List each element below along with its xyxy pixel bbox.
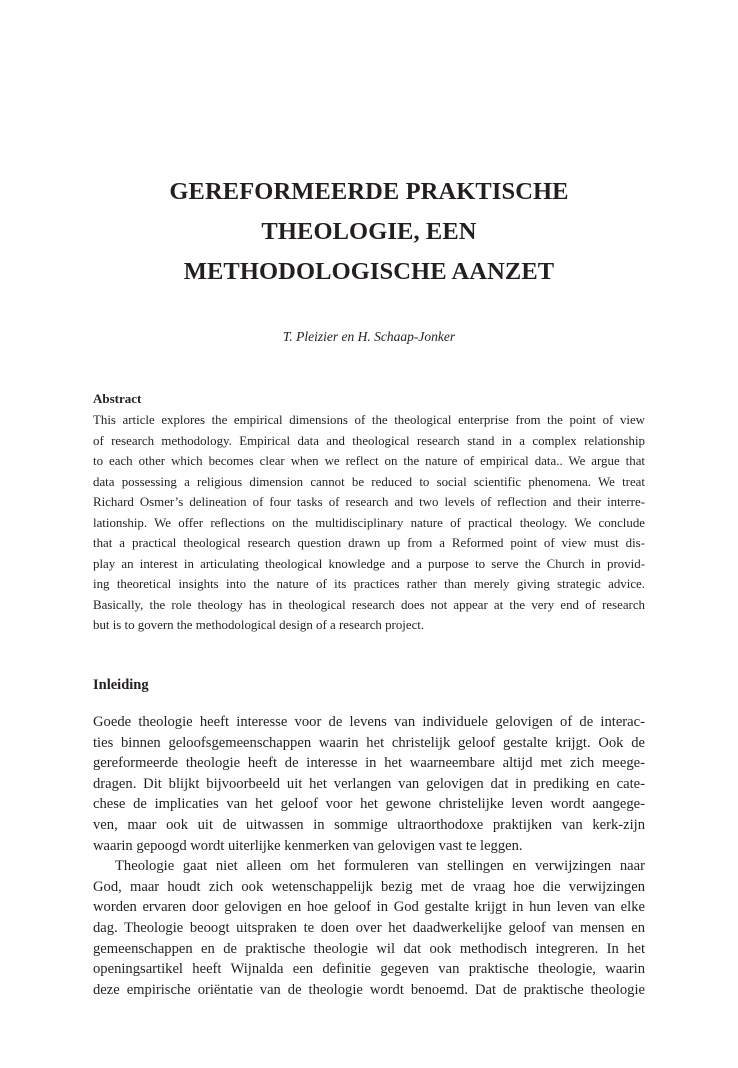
body-line: gereformeerde theologie heeft de interesse in het waarneembare altijd met zich meege- [93,755,645,772]
body-line: deze empirische oriëntatie van de theologie wordt benoemd. Dat de praktische theologie [93,981,645,998]
body-line: dag. Theologie beoogt uitspraken te doen over het daadwerkelijke geloof van mensen en [93,919,645,936]
body-line: God, maar houdt zich ook wetenschappelijk bezig met de vraag hoe die verwijzingen [93,878,645,895]
body-line: worden ervaren door gelovigen en hoe geloof in God gestalte krijgt in hun leven van elke [93,899,645,916]
abstract-heading: Abstract [93,391,142,406]
body-line: openingsartikel heeft Wijnalda een definitie gegeven van praktische theologie, waarin [93,961,645,978]
abstract-line: that a practical theological research question drawn up from a Reformed point of view must dis- [93,536,645,550]
body-line: chese de implicaties van het geloof voor het gewone christelijke leven wordt aangege- [93,796,645,813]
abstract-line: lationship. We offer reflections on the multidisciplinary nature of practical theology. We conclude [93,515,645,530]
article-title [93,172,645,292]
body-line: waarin gepoogd wordt uiterlijke kenmerken van gelovigen vast te leggen. [93,837,523,854]
abstract-line: to each other which becomes clear when we reflect on the nature of empirical data.. We argue that [93,454,645,468]
body-line: Goede theologie heeft interesse voor de levens van individuele gelovigen of de interac- [93,714,645,730]
title-line: THEOLOGIE, EEN [261,218,477,245]
abstract-line: but is to govern the methodological design of a research project. [93,618,425,632]
section-heading: Inleiding [93,677,149,693]
abstract-line: data possessing a religious dimension cannot be reduced to social scientific phenomena. We treat [93,474,645,489]
abstract-line: ing theoretical insights into the nature of its practices rather than merely giving strategic advice. [93,577,645,591]
abstract-line: Richard Osmer’s delineation of four tasks of research and two levels of reflection and their interre- [93,495,645,509]
body-line: dragen. Dit blijkt bijvoorbeeld uit het verlangen van gelovigen dat in prediking en cate- [93,775,645,792]
abstract-line: of research methodology. Empirical data and theological research stand in a complex relationship [93,433,645,448]
title-line: METHODOLOGISCHE AANZET [183,258,555,285]
abstract-line: Basically, the role theology has in theological research does not appear at the very end of research [93,597,645,612]
body-text [93,712,645,1000]
body-line: Theologie gaat niet alleen om het formuleren van stellingen en verwijzingen naar [115,858,645,875]
article-authors: T. Pleizier en H. Schaap-Jonker [282,329,456,344]
abstract-text [93,410,645,636]
abstract-line: play an interest in articulating theological knowledge and a purpose to serve the Church in provid- [93,556,645,571]
title-line: GEREFORMEERDE PRAKTISCHE [169,178,569,205]
abstract-line: This article explores the empirical dimensions of the theological enterprise from the point of view [93,413,645,427]
body-line: gemeenschappen en de praktische theologie wil dat ook methodisch integreren. In het [93,940,645,957]
body-line: ven, maar ook uit de uitwassen in sommige ultraorthodoxe praktijken van kerk-zijn [93,816,645,833]
body-line: ties binnen geloofsgemeenschappen waarin het christelijk geloof gestalte krijgt. Ook de [93,734,645,751]
